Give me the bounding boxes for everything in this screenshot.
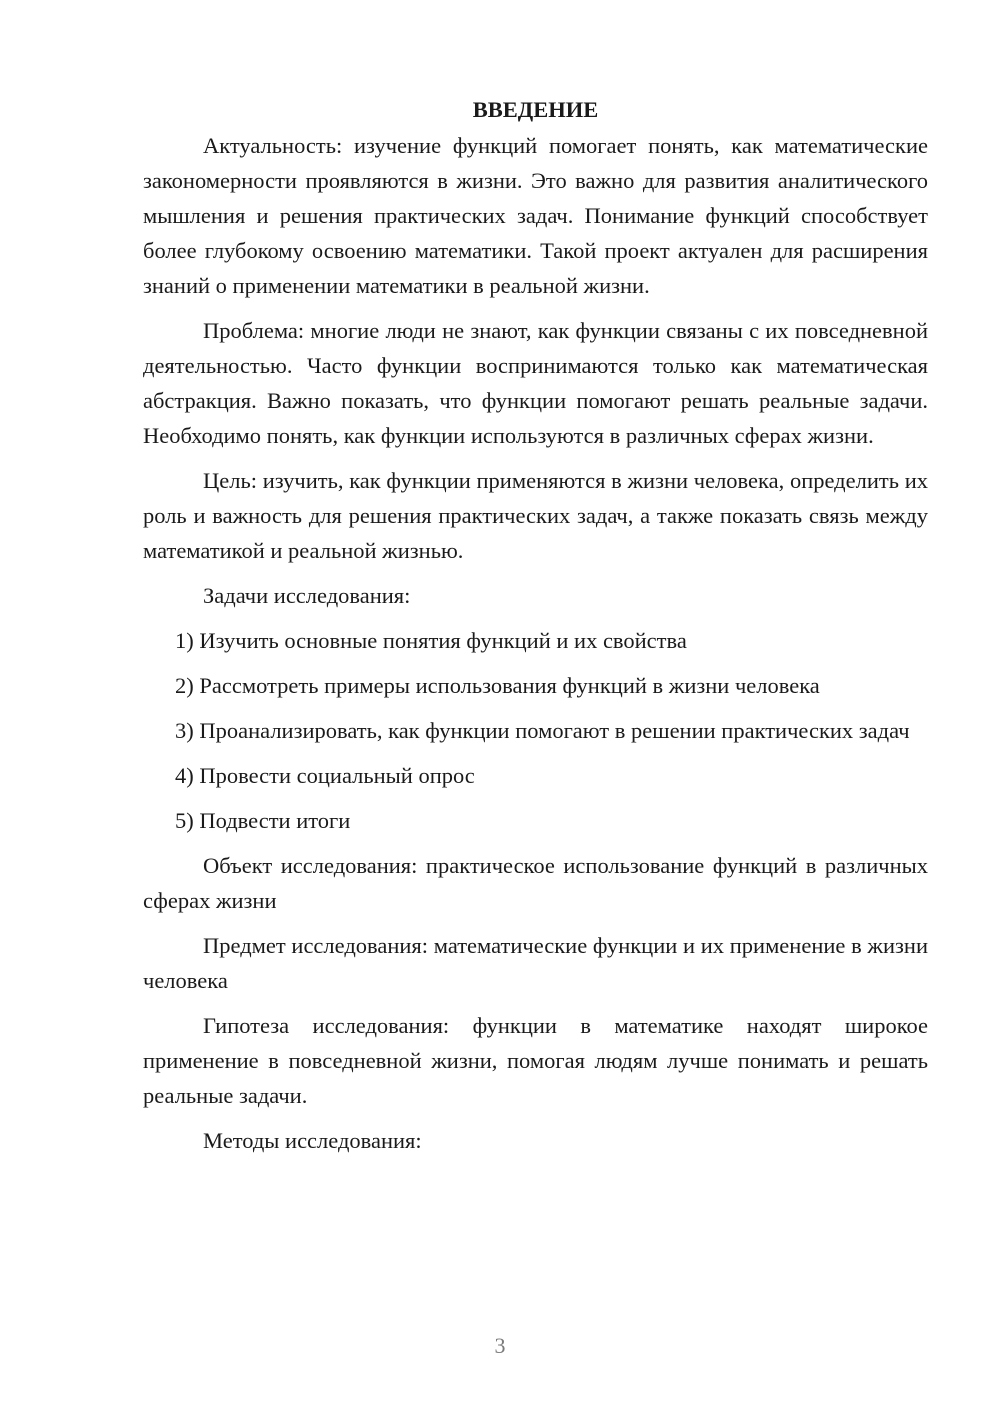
page-number: 3 xyxy=(494,1333,506,1358)
goal-paragraph: Цель: изучить, как функции применяются в жизни человека, определить их роль и важность для решения практических задач, а также показать связь между математикой и реальной жизнью. xyxy=(143,468,928,563)
task-item: 3) Проанализировать, как функции помогают в решении практических задач xyxy=(175,718,910,743)
subject-paragraph: Предмет исследования: математические функции и их применение в жизни человека xyxy=(143,933,928,993)
object-paragraph: Объект исследования: практическое использование функций в различных сферах жизни xyxy=(143,853,928,913)
document-page xyxy=(143,92,928,1168)
hypothesis-paragraph: Гипотеза исследования: функции в математике находят широкое применение в повседневной жизни, помогая людям лучше понимать и решать реальные задачи. xyxy=(143,1013,928,1108)
tasks-heading: Задачи исследования: xyxy=(203,583,411,608)
task-item: 2) Рассмотреть примеры использования функций в жизни человека xyxy=(175,673,820,698)
relevance-paragraph: Актуальность: изучение функций помогает понять, как математические закономерности проявляются в жизни. Это важно для развития аналитического мышления и решения практических задач. Понимание функций способствует более глубокому освоению математики. Такой проект актуален для расширения знаний о применении математики в реальной жизни. xyxy=(143,133,928,298)
section-title: ВВЕДЕНИЕ xyxy=(472,97,599,122)
task-item: 1) Изучить основные понятия функций и их свойства xyxy=(175,628,687,653)
task-item: 5) Подвести итоги xyxy=(175,808,351,833)
methods-heading: Методы исследования: xyxy=(203,1128,422,1153)
task-item: 4) Провести социальный опрос xyxy=(175,763,475,788)
problem-paragraph: Проблема: многие люди не знают, как функции связаны с их повседневной деятельностью. Часто функции воспринимаются только как математическая абстракция. Важно показать, что функции помогают решать реальные задачи. Необходимо понять, как функции используются в различных сферах жизни. xyxy=(143,318,928,448)
